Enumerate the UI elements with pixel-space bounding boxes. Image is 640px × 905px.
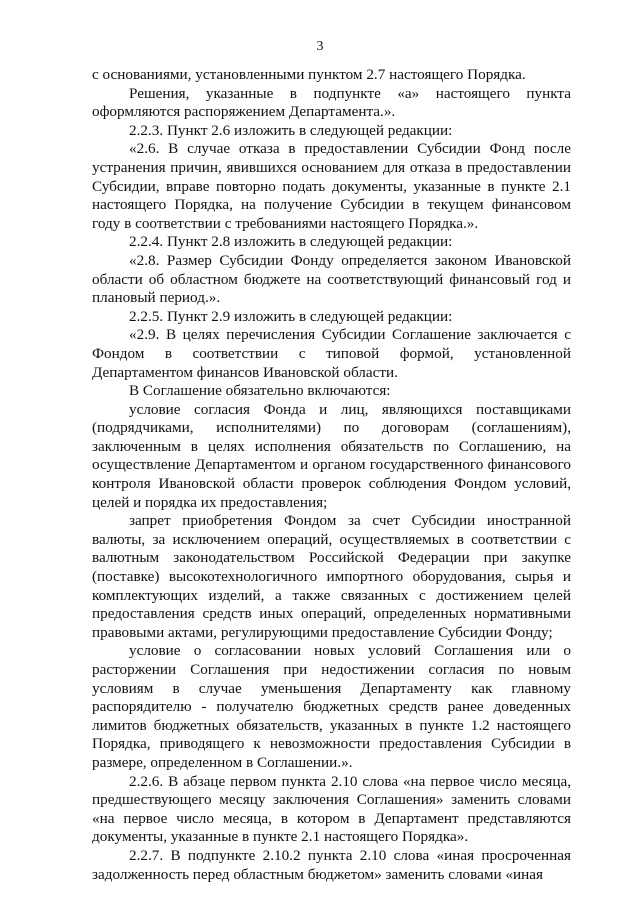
paragraph-currency-ban: запрет приобретения Фондом за счет Субсидии иностранной валюты, за исключением операций, осуществляемых в соответствии с валютным законодательством Российской Федерации при закупке (поставке) высокотехнологичного импортного оборудования, сырья и комплектующих изделий, а также связанных с достижением целей предоставления средств иных операций, определенных нормативными правовыми актами, регулирующими предоставление Субсидии Фонду; [92, 512, 571, 641]
paragraph-2-9-text: «2.9. В целях перечисления Субсидии Соглашение заключается с Фондом в соответствии с типовой формой, установленной Департаментом финансов Ивановской области. [92, 326, 571, 381]
paragraph-2-2-6: 2.2.6. В абзаце первом пункта 2.10 слова «на первое число месяца, предшествующего месяцу заключения Соглашения» заменить словами «на первое число месяца, в котором в Департамент представляются документы, указанные в пункте 2.1 настоящего Порядка». [92, 772, 571, 846]
document-body [92, 66, 571, 884]
paragraph-2-2-5: 2.2.5. Пункт 2.9 изложить в следующей редакции: [129, 307, 453, 325]
paragraph-decisions: Решения, указанные в подпункте «а» настоящего пункта оформляются распоряжением Департамента.». [92, 84, 571, 121]
paragraph-2-2-4: 2.2.4. Пункт 2.8 изложить в следующей редакции: [129, 233, 453, 251]
paragraph-2-6-text: «2.6. В случае отказа в предоставлении Субсидии Фонд после устранения причин, явившихся основанием для отказа в предоставлении Субсидии, вправе повторно подать документы, указанные в пункте 2.1 настоящего Порядка, на получение Субсидии в текущем финансовом году в соответствии с требованиями настоящего Порядка.». [92, 140, 571, 232]
paragraph-2-2-7: 2.2.7. В подпункте 2.10.2 пункта 2.10 слова «иная просроченная задолженность перед областным бюджетом» заменить словами «иная [92, 846, 571, 883]
page-number: 3 [316, 39, 324, 54]
paragraph-continuation: с основаниями, установленными пунктом 2.7 настоящего Порядка. [92, 66, 526, 83]
paragraph-agreement-includes: В Соглашение обязательно включаются: [129, 382, 391, 400]
paragraph-2-2-3: 2.2.3. Пункт 2.6 изложить в следующей редакции: [129, 121, 453, 139]
paragraph-consent-condition: условие согласия Фонда и лиц, являющихся поставщиками (подрядчиками, исполнителями) по договорам (соглашениям), заключенным в целях исполнения обязательств по Соглашению, на осуществление Департаментом и органом государственного финансового контроля Ивановской области проверок соблюдения Фондом условий, целей и порядка их предоставления; [92, 400, 571, 511]
paragraph-2-8-text: «2.8. Размер Субсидии Фонду определяется законом Ивановской области об областном бюджете на соответствующий финансовый год и плановый период.». [92, 251, 571, 307]
paragraph-new-conditions: условие о согласовании новых условий Соглашения или о расторжении Соглашения при недостижении согласия по новым условиям в случае уменьшения Департаменту как главному распорядителю - получателю бюджетных средств ранее доведенных лимитов бюджетных обязательств, указанных в пункте 1.2 настоящего Порядка, приводящего к невозможности предоставления Субсидии в размере, определенном в Соглашении.». [92, 642, 571, 771]
